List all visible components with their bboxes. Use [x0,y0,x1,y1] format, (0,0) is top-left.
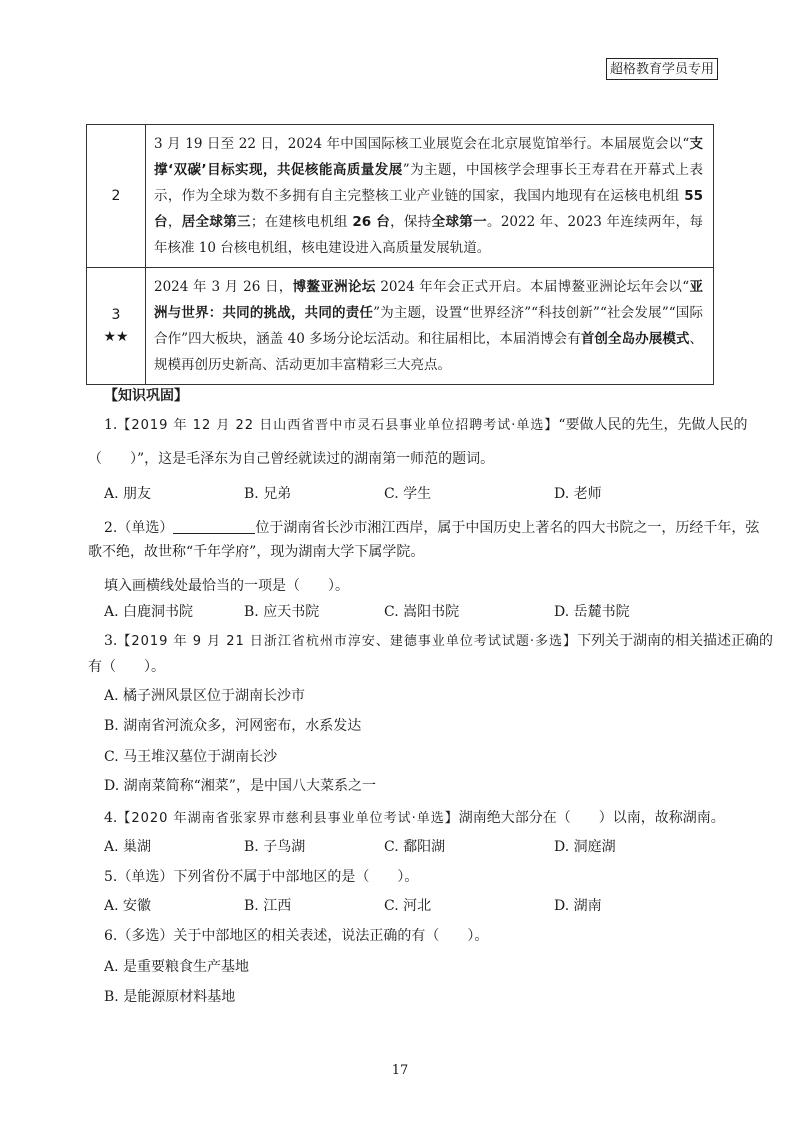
question-3 [104,630,773,650]
body-text: 。2022 年、2023 年连续两年，每年核准 10 台核电机组，核电建设进入高质量发展轨道。 [154,214,704,256]
question-number: 3. [104,633,118,649]
emphasis-text: 居全球第三 [181,214,251,230]
question-text-line: 有（ ）。 [88,659,165,675]
difficulty-stars: ★★ [103,329,129,345]
row-number: 3 [111,307,121,323]
question-text-line: 歌不绝，故世称“千年学府”，现为湖南大学下属学院。 [88,544,425,560]
option-b: B. 子鸟湖 [244,839,306,855]
options-row [104,601,724,621]
emphasis-text: 博鳌亚洲论坛 [292,279,376,295]
option-c: C. 河北 [384,898,432,914]
body-text: ，保持 [390,214,432,230]
question-text: 湖南绝大部分在（ ）以南，故称湖南。 [458,810,725,826]
body-text: ；在建核电机组 [250,214,353,230]
option-a: A. 巢湖 [104,839,152,855]
question-number: 5. [104,869,118,885]
row-number-cell [87,268,146,385]
option-a: A. 朋友 [104,486,152,502]
news-table [86,124,714,385]
emphasis-text: 支撑‘双碳’目标实现，共促核能高质量发展 [154,136,703,178]
question-text: 下列关于湖南的相关描述正确的 [577,633,774,649]
option-a: A. 白鹿洞书院 [104,604,194,620]
option-b: B. 江西 [244,898,292,914]
option-b: B. 湖南省河流众多，河网密布，水系发达 [104,718,362,734]
question-1 [104,414,748,434]
option-c: C. 学生 [384,486,432,502]
question-5 [104,866,418,886]
row-text [146,268,714,385]
option-d: D. 洞庭湖 [554,839,616,855]
row-text [146,125,714,268]
question-source: 【2020 年湖南省张家界市慈利县事业单位考试·单选】 [117,811,459,826]
row-number: 2 [111,188,121,204]
body-text: ， [167,214,182,230]
row-number-cell [87,125,146,268]
body-text: 2024 年年会正式开启。本届博鳌亚洲论坛年会以“ [375,279,690,295]
question-prompt: 填入画横线处最恰当的一项是（ ）。 [104,578,349,594]
body-text: 3 月 19 日至 22 日，2024 年中国国际核工业展览会在北京展览馆举行。本届展览会以“ [154,136,690,152]
option-b: B. 是能源原材料基地 [104,989,236,1005]
option-c: C. 马王堆汉墓位于湖南长沙 [104,749,278,765]
option-a: A. 安徽 [104,898,152,914]
body-text: 、规模再创历史新高、活动更加丰富精彩三大亮点。 [154,331,703,373]
question-number: 2. [104,520,118,536]
option-a: A. 是重要粮食生产基地 [104,959,250,975]
emphasis-text: 首创全岛办展模式 [580,331,690,347]
question-text-line: （ ）”，这是毛泽东为自己曾经就读过的湖南第一师范的题词。 [88,451,495,467]
question-text: （单选）下列省份不属于中部地区的是（ ）。 [117,869,419,885]
question-4 [104,807,725,827]
page-number: 17 [391,1063,409,1078]
option-d: D. 湖南菜简称“湘菜”，是中国八大菜系之一 [104,778,376,794]
question-number: 4. [104,810,118,826]
header-stamp: 超格教育学员专用 [606,58,718,80]
question-source: 【2019 年 12 月 22 日山西省晋中市灵石县事业单位招聘考试·单选】 [117,418,559,433]
options-row [104,836,724,856]
emphasis-text: 亚洲与世界：共同的挑战，共同的责任 [154,279,704,321]
table-row [87,268,714,385]
option-c: C. 鄱阳湖 [384,839,446,855]
emphasis-text: 26 台 [352,214,391,230]
question-number: 6. [104,928,118,944]
option-d: D. 岳麓书院 [554,604,630,620]
fill-blank [173,519,255,534]
section-title: 【知识巩固】 [104,388,188,404]
question-text: “要做人民的先生，先做人民的 [558,417,748,433]
option-b: B. 兄弟 [244,486,292,502]
option-a: A. 橘子洲风景区位于湖南长沙市 [104,688,306,704]
emphasis-text: 全球第一 [431,214,487,230]
question-tag: （单选） [117,520,174,536]
body-text: 2024 年 3 月 26 日， [154,279,293,295]
body-text: ”为主题，设置“世界经济”“科技创新”“社会发展”“国际合作”四大板块，涵盖 40 多场分论坛活动。和往届相比，本届消博会有 [154,305,704,347]
option-b: B. 应天书院 [244,604,320,620]
option-d: D. 老师 [554,486,602,502]
options-row [104,483,724,503]
table-row [87,125,714,268]
question-text: 位于湖南省长沙市湘江西岸，属于中国历史上著名的四大书院之一，历经千年，弦 [255,520,760,536]
question-text: （多选）关于中部地区的相关表述，说法正确的有（ ）。 [117,928,489,944]
question-number: 1. [104,417,118,433]
question-source: 【2019 年 9 月 21 日浙江省杭州市淳安、建德事业单位考试试题·多选】 [117,634,578,649]
question-6 [104,925,488,945]
option-c: C. 嵩阳书院 [384,604,460,620]
emphasis-text: 55 台 [154,188,703,230]
body-text: ”为主题，中国核学会理事长王寿君在开幕式上表示，作为全球为数不多拥有自主完整核工业产业链的国家，我国内地现有在运核电机组 [154,162,703,204]
option-d: D. 湖南 [554,898,602,914]
options-row [104,895,724,915]
question-2 [104,517,759,537]
